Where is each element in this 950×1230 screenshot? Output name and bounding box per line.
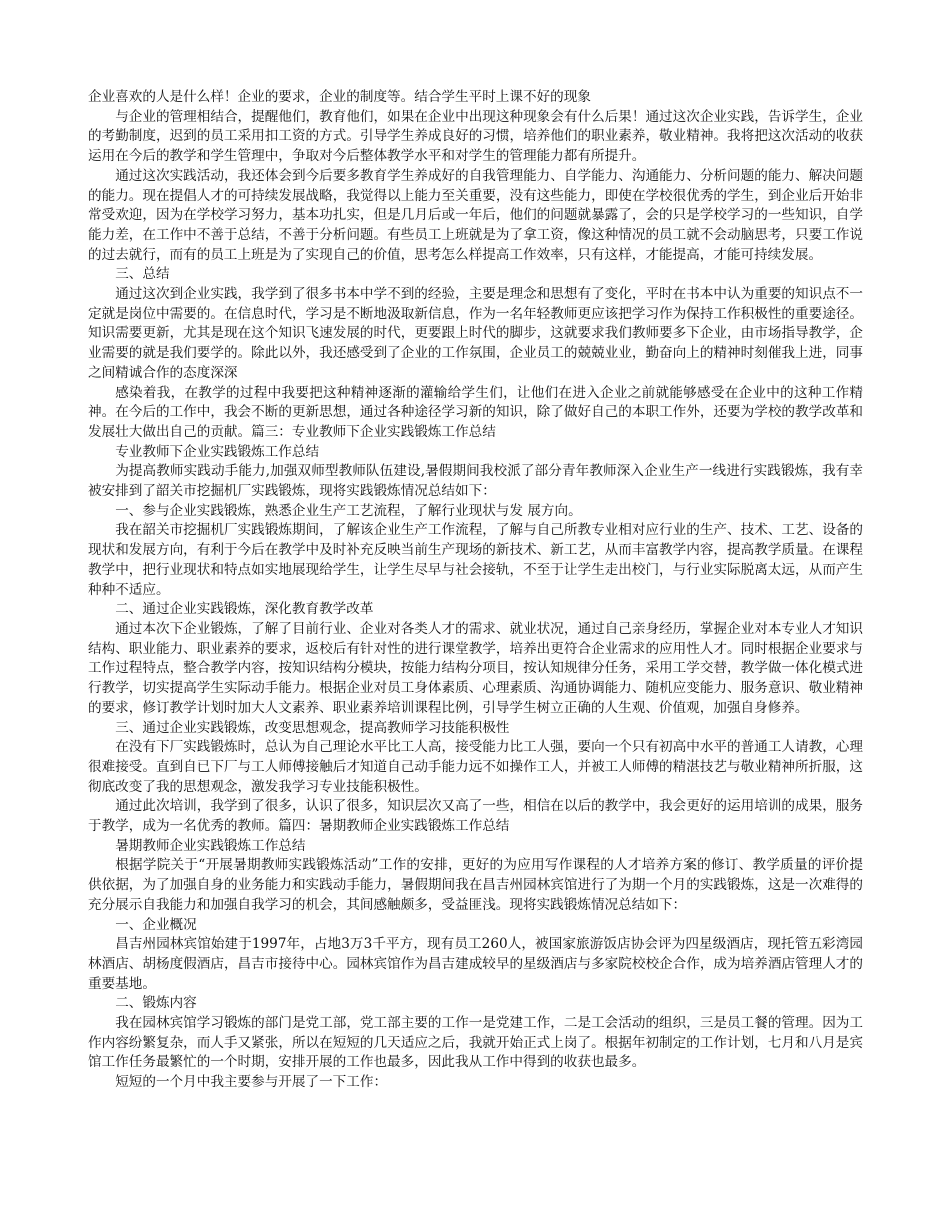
- document-paragraph: 与企业的管理相结合，提醒他们，教育他们，如果在企业中出现这种现象会有什么后果！通过这次企业实践，告诉学生，企业的考勤制度，迟到的员工采用扣工资的方式。引导学生养成良好的习惯，培养他们的职业素养，敬业精神。我将把这次活动的收获运用在今后的教学和学生管理中，争取对今后整体教学水平和对学生的管理能力都有所提升。: [88, 108, 863, 165]
- document-paragraph: 在没有下厂实践锻炼时，总认为自己理论水平比工人高，接受能力比工人强，要向一个只有初高中水平的普通工人请教，心理很难接受。直到自已下厂与工人师傅接触后才知道自己动手能力远不如操作工人，并被工人师傅的精湛技艺与敬业精神所折服，这彻底改变了我的思想观念，激发我学习专业技能积极性。: [88, 739, 863, 795]
- document-paragraph: 通过此次培训，我学到了很多，认识了很多，知识层次又高了一些，相信在以后的教学中，我会更好的运用培训的成果，服务于教学，成为一名优秀的教师。篇四：暑期教师企业实践锻炼工作总结: [88, 798, 863, 835]
- document-paragraph: 昌吉州园林宾馆始建于1997年，占地3万3千平方，现有员工260人，被国家旅游饭店协会评为四星级酒店，现托管五彩湾园林酒店、胡杨度假酒店，昌吉市接待中心。园林宾馆作为昌吉建成较早的星级酒店与多家院校校企合作，成为培养酒店管理人才的重要基地。: [88, 936, 863, 992]
- document-paragraph: 感染着我，在教学的过程中我要把这种精神逐渐的灌输给学生们，让他们在进入企业之前就能够感受在企业中的这种工作精神。在今后的工作中，我会不断的更新思想，通过各种途径学习新的知识，除了做好自己的本职工作外，还要为学校的教学改革和发展壮大做出自己的贡献。篇三：专业教师下企业实践锻炼工作总结: [88, 384, 863, 440]
- document-paragraph: 我在园林宾馆学习锻炼的部门是党工部，党工部主要的工作一是党建工作，二是工会活动的组织，三是员工餐的管理。因为工作内容纷繁复杂，而人手又紧张，所以在短短的几天适应之后，我就开始正式上岗了。根据年初制定的工作计划，七月和八月是宾馆工作任务最繁忙的一个时期，安排开展的工作也最多，因此我从工作中得到的收获也最多。: [88, 1015, 863, 1071]
- document-paragraph: 为提高教师实践动手能力,加强双师型教师队伍建设,暑假期间我校派了部分青年教师深入企业生产一线进行实践锻炼，我有幸被安排到了韶关市挖掘机厂实践锻炼，现将实践锻炼情况总结如下：: [88, 463, 863, 500]
- document-paragraph: 我在韶关市挖掘机厂实践锻炼期间，了解该企业生产工作流程，了解与自己所教专业相对应行业的生产、技术、工艺、设备的现状和发展方向，有利于今后在教学中及时补充反映当前生产现场的新技术、新工艺，从而丰富教学内容，提高教学质量。在课程教学中，把行业现状和特点如实地展现给学生，让学生尽早与社会接轨，不至于让学生走出校门，与行业实际脱离太远，从而产生种种不适应。: [88, 522, 863, 598]
- document-paragraph: 企业喜欢的人是什么样！企业的要求，企业的制度等。结合学生平时上课不好的现象: [88, 89, 591, 105]
- document-paragraph: 三、通过企业实践锻炼，改变思想观念，提高教师学习技能积极性: [115, 719, 510, 736]
- document-paragraph: 三、总结: [115, 266, 170, 283]
- document-paragraph: 一、参与企业实践锻炼，熟悉企业生产工艺流程，了解行业现状与发 展方向。: [115, 502, 582, 519]
- document-paragraph: 短短的一个月中我主要参与开展了一下工作：: [115, 1074, 388, 1091]
- document-paragraph: 通过这次实践活动，我还体会到今后要多教育学生养成好的自我管理能力、自学能力、沟通能力、分析问题的能力、解决问题的能力。现在提倡人才的可持续发展战略，我觉得以上能力至关重要，没有这些能力，即使在学校很优秀的学生，到企业后开始非常受欢迎，因为在学校学习努力，基本功扎实，但是几月后或一年后，他们的问题就暴露了，会的只是学校学习的一些知识，自学能力差，在工作中不善于总结，不善于分析问题。有些员工上班就是为了拿工资，像这种情况的员工就不会动脑思考，只要工作说的过去就行，而有的员工上班是为了实现自己的价值，思考怎么样提高工作效率，只有这样，才能提高，才能可持续发展。: [88, 167, 863, 263]
- document-paragraph: 通过本次下企业锻炼，了解了目前行业、企业对各类人才的需求、就业状况，通过自己亲身经历，掌握企业对本专业人才知识结构、职业能力、职业素养的要求，返校后有针对性的进行课堂教学，培养出更符合企业需求的应用性人才。同时根据企业要求与工作过程特点，整合教学内容，按知识结构分模块，按能力结构分项目，按认知规律分任务，采用工学交替，教学做一体化模式进行教学，切实提高学生实际动手能力。根据企业对员工身体素质、心理素质、沟通协调能力、随机应变能力、服务意识、敬业精神的要求，修订教学计划时加大人文素养、职业素养培训课程比例，引导学生树立正确的人生观、价值观，加强自身修养。: [88, 620, 863, 716]
- document-paragraph: 二、锻炼内容: [115, 995, 197, 1012]
- document-paragraph: 二、通过企业实践锻炼，深化教育教学改革: [115, 601, 374, 618]
- document-paragraph: 专业教师下企业实践锻炼工作总结: [115, 443, 320, 460]
- document-page: [88, 88, 863, 1093]
- document-paragraph: 通过这次到企业实践，我学到了很多书本中学不到的经验，主要是理念和思想有了变化，平时在书本中认为重要的知识点不一定就是岗位中需要的。在信息时代，学习是不断地汲取新信息，作为一名年轻教师更应该把学习作为保持工作积极性的重要途径。知识需要更新，尤其是现在这个知识飞速发展的时代，更要跟上时代的脚步，这就要求我们教师要多下企业，由市场指导教学，企业需要的就是我们要学的。除此以外，我还感受到了企业的工作氛围，企业员工的兢兢业业，勤奋向上的精神时刻催我上进，同事之间精诚合作的态度深深: [88, 286, 863, 381]
- document-paragraph: 暑期教师企业实践锻炼工作总结: [115, 837, 306, 854]
- document-paragraph: 根据学院关于“开展暑期教师实践锻炼活动”工作的安排，更好的为应用写作课程的人才培养方案的修订、教学质量的评价提供依据，为了加强自身的业务能力和实践动手能力，暑假期间我在昌吉州园林宾馆进行了为期一个月的实践锻炼，这是一次难得的充分展示自我能力和加强自我学习的机会，其间感触颇多，受益匪浅。现将实践锻炼情况总结如下：: [88, 857, 863, 913]
- document-paragraph: 一、企业概况: [115, 916, 197, 933]
